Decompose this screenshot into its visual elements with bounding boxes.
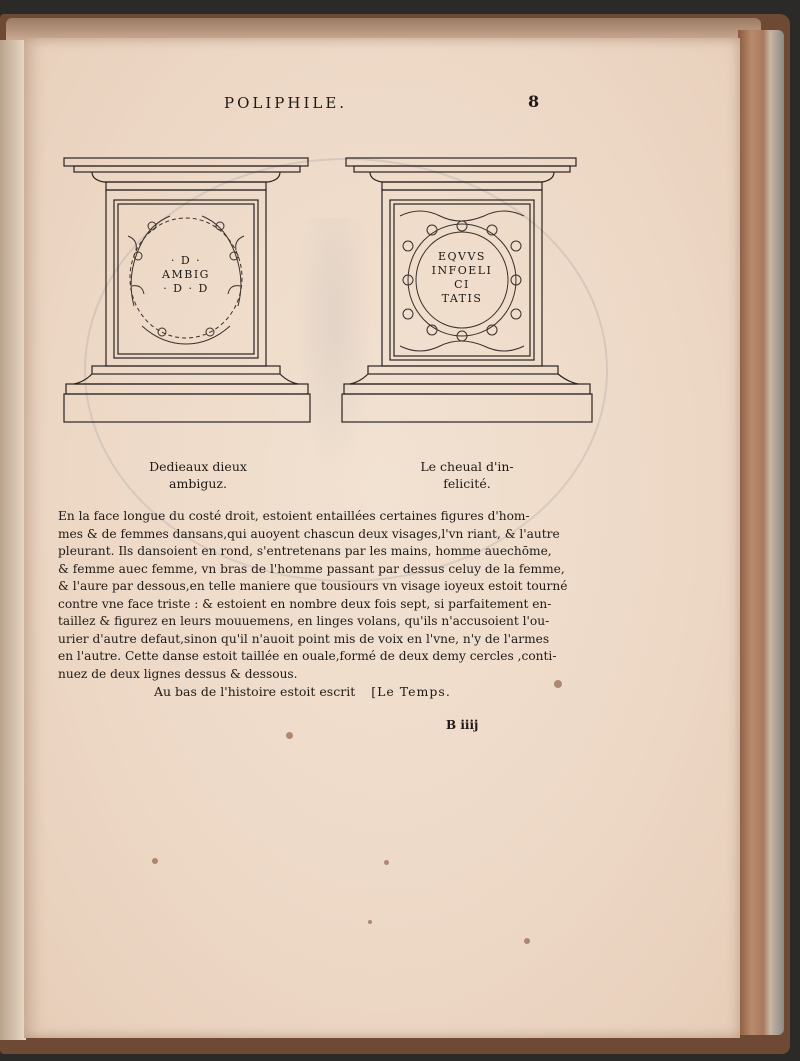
page-number: 8	[528, 92, 540, 111]
body-line: en l'autre. Cette danse estoit taillée en ouale,formé de deux demy cercles ,conti-	[58, 649, 557, 663]
body-paragraph	[58, 508, 568, 683]
facing-page-edge	[0, 40, 26, 1040]
inscription-line: INFOELI	[431, 264, 493, 277]
body-line: taillez & figurez en leurs mouuemens, en linges volans, qu'ils n'accusoient l'ou-	[58, 614, 550, 628]
caption-line: Le cheual d'in-	[420, 459, 514, 474]
right-pedestal-inscription	[392, 250, 532, 306]
running-title: POLIPHILE.	[224, 94, 348, 112]
left-caption	[128, 458, 268, 492]
body-line: pleurant. Ils dansoient en rond, s'entretenans par les mains, homme auechōme,	[58, 544, 552, 558]
signature-mark: B iiij	[446, 718, 479, 732]
caption-line: felicité.	[443, 476, 491, 491]
inscription-line: CI	[454, 278, 470, 291]
closing-text: Au bas de l'histoire estoit escrit	[154, 684, 356, 699]
caption-line: ambiguz.	[169, 476, 227, 491]
right-pedestal-woodcut	[340, 156, 594, 426]
page-edge-top	[6, 18, 761, 40]
body-line: urier d'autre defaut,sinon qu'il n'auoit point mis de voix en l'vne, n'y de l'armes	[58, 631, 550, 646]
foxing-spot	[286, 732, 293, 739]
inscription-line: · D · D	[163, 282, 209, 295]
inscription-line: EQVVS	[438, 250, 486, 263]
body-line: & femme auec femme, vn bras de l'homme passant par dessus celuy de la femme,	[58, 561, 565, 576]
body-line: & l'aure par dessous,en telle maniere que tousiours vn visage ioyeux estoit tourné	[58, 579, 568, 593]
foxing-spot	[152, 858, 158, 864]
foxing-spot	[554, 680, 562, 688]
book-page	[24, 38, 740, 1038]
closing-inscription: [Le Temps.	[371, 684, 451, 699]
inscription-line: · D ·	[170, 254, 202, 267]
body-line: nuez de deux lignes dessus & dessous.	[58, 666, 298, 681]
closing-line	[154, 684, 451, 699]
inscription-line: TATIS	[441, 292, 483, 305]
body-line: mes & de femmes dansans,qui auoyent chascun deux visages,l'vn riant, & l'autre	[58, 526, 560, 541]
caption-line: Dedieaux dieux	[149, 459, 247, 474]
inscription-line: AMBIG	[162, 268, 210, 281]
foxing-spot	[384, 860, 389, 865]
left-pedestal-woodcut	[62, 156, 312, 426]
page-edge-right	[738, 30, 784, 1035]
foxing-spot	[524, 938, 530, 944]
left-pedestal-inscription	[116, 254, 256, 296]
right-caption	[402, 458, 532, 492]
body-line: En la face longue du costé droit, estoient entaillées certaines figures d'hom-	[58, 509, 530, 523]
foxing-spot	[368, 920, 372, 924]
body-line: contre vne face triste : & estoient en nombre deux fois sept, si parfaitement en-	[58, 596, 552, 611]
